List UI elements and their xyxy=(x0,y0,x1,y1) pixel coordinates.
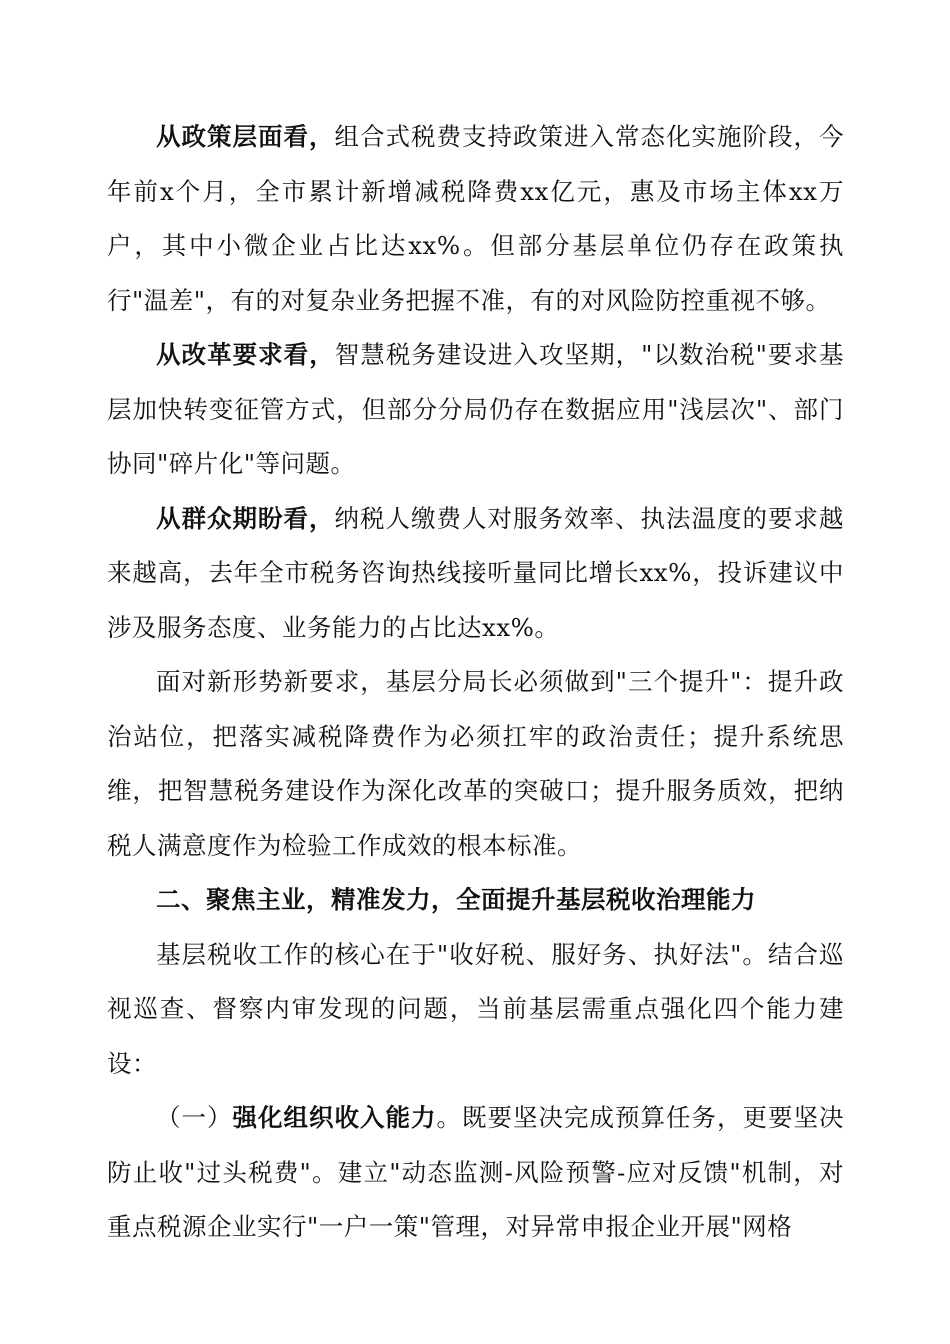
section-heading: 二、聚焦主业，精准发力，全面提升基层税收治理能力 xyxy=(156,885,756,914)
paragraph-policy xyxy=(107,110,844,328)
paragraph-lead: 从改革要求看， xyxy=(156,340,335,369)
paragraph-reform xyxy=(107,328,844,492)
paragraph-text: 面对新形势新要求，基层分局长必须做到"三个提升"：提升政治站位，把落实减税降费作为必须扛牢的政治责任；提升系统思维，把智慧税务建设作为深化改革的突破口；提升服务质效，把纳税人满意度作为检验工作成效的根本标准。 xyxy=(107,667,844,860)
paragraph-three-improvements xyxy=(107,655,844,873)
paragraph-text: 组合式税费支持政策进入常态化实施阶段，今年前x个月，全市累计新增减税降费xx亿元，惠及市场主体xx万户，其中小微企业占比达xx%。但部分基层单位仍存在政策执行"温差"，有的对复杂业务把握不准，有的对风险防控重视不够。 xyxy=(107,122,844,315)
section-intro: 基层税收工作的核心在于"收好税、服好务、执好法"。结合巡视巡查、督察内审发现的问题，当前基层需重点强化四个能力建设： xyxy=(107,939,844,1078)
paragraph-lead: 从政策层面看， xyxy=(156,122,335,151)
subsection-lead: 强化组织收入能力 xyxy=(232,1103,437,1132)
document-page xyxy=(107,110,844,1255)
subsection-revenue xyxy=(107,1091,844,1255)
subsection-number: （一） xyxy=(156,1103,233,1132)
paragraph-lead: 从群众期盼看， xyxy=(156,503,335,533)
paragraph-text: 纳税人缴费人对服务效率、执法温度的要求越来越高，去年全市税务咨询热线接听量同比增长xx%，投诉建议中涉及服务态度、业务能力的占比达xx%。 xyxy=(107,503,844,642)
paragraph-text: 智慧税务建设进入攻坚期，"以数治税"要求基层加快转变征管方式，但部分分局仍存在数据应用"浅层次"、部门协同"碎片化"等问题。 xyxy=(107,340,844,478)
subsection-text: 。既要坚决完成预算任务，更要坚决防止收"过头税费"。建立"动态监测-风险预警-应对反馈"机制，对重点税源企业实行"一户一策"管理，对异常申报企业开展"网格 xyxy=(107,1103,844,1241)
paragraph-public xyxy=(107,492,844,656)
